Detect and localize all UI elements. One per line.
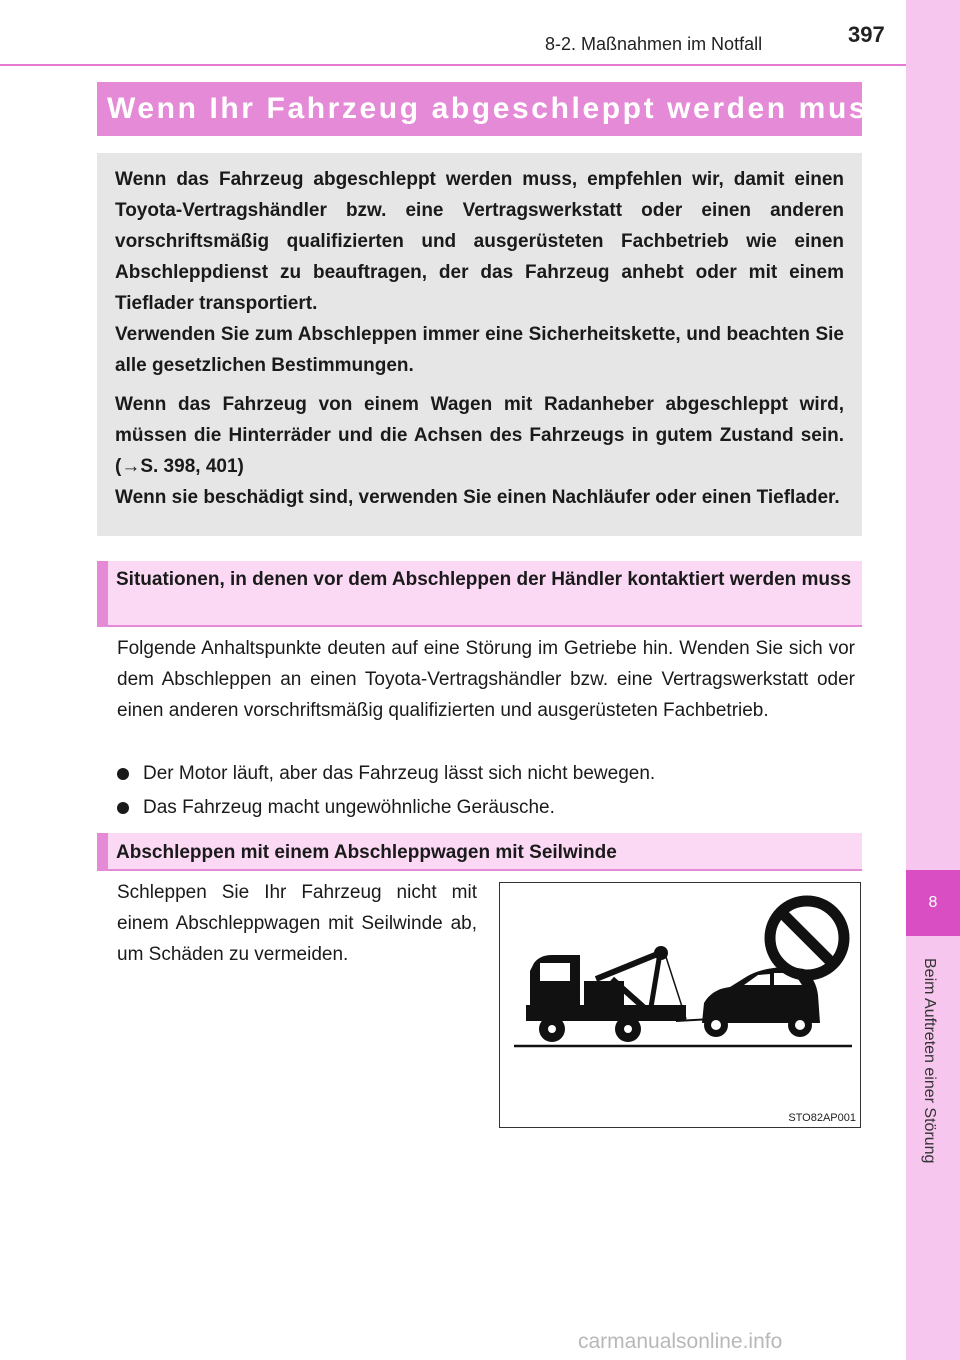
bullet-dot-icon [117, 768, 129, 780]
chapter-title: Beim Auftreten einer Störung [921, 958, 938, 1164]
tow-truck-illustration [500, 883, 860, 1127]
tow-truck-figure [499, 882, 861, 1128]
subheading-dealer-contact-text: Situationen, in denen vor dem Abschleppen der Händler kontaktiert werden muss [116, 569, 852, 590]
page-title: Wenn Ihr Fahrzeug abgeschleppt werden muss [107, 92, 888, 125]
intro-box [97, 153, 862, 536]
list-item: Der Motor läuft, aber das Fahrzeug lässt sich nicht bewegen. [117, 758, 855, 789]
winch-warning-text: Schleppen Sie Ihr Fahrzeug nicht mit einem Abschleppwagen mit Seilwinde ab, um Schäden zu vermeiden. [117, 882, 477, 965]
list-item: Das Fahrzeug macht ungewöhnliche Geräusche. [117, 792, 855, 823]
subheading-winch-towing [97, 833, 862, 871]
bullet-dot-icon [117, 802, 129, 814]
figure-code: STO82AP001 [788, 1112, 856, 1124]
header-rule [0, 64, 906, 66]
subheading-winch-towing-text: Abschleppen mit einem Abschleppwagen mit Seilwinde [116, 842, 617, 863]
section-label: 8-2. Maßnahmen im Notfall [545, 34, 763, 54]
chapter-number: 8 [928, 894, 938, 911]
prohibition-icon [770, 901, 844, 975]
intro-paragraph-2: Wenn das Fahrzeug von einem Wagen mit Radanheber abgeschleppt wird, müssen die Hinterräder und die Achsen des Fahrzeugs in gutem Zustand sein. (→S. 398, 401) Wenn sie beschädigt sind, verwenden Sie einen Nachläufer oder einen Tieflader. [115, 394, 844, 508]
page-number: 397 [848, 22, 885, 47]
intro-paragraph-1: Wenn das Fahrzeug abgeschleppt werden muss, empfehlen wir, damit einen Toyota-Vertragshändler bzw. eine Vertragswerkstatt oder einen anderen vorschriftsmäßig qualifizierten und ausgerüsteten Fachbetrieb wie einen Abschleppdienst zu beauftragen, der das Fahrzeug anhebt oder mit einem Tieflader transportiert. Verwenden Sie zum Abschleppen immer eine Sicherheitskette, und beachten Sie alle gesetzlichen Bestimmungen. [115, 169, 844, 376]
symptom-list [117, 758, 855, 823]
page-title-bar [97, 82, 888, 136]
footer-watermark: carmanualsonline.info [578, 1330, 783, 1353]
transmission-fault-text: Folgende Anhaltspunkte deuten auf eine Störung im Getriebe hin. Wenden Sie sich vor dem Abschleppen an einen Toyota-Vertragshändler bzw. eine Vertragswerkstatt oder einen anderen vorschriftsmäßig qualifizierten und ausgerüsteten Fachbetrieb. [117, 638, 855, 721]
subheading-dealer-contact [97, 561, 862, 627]
